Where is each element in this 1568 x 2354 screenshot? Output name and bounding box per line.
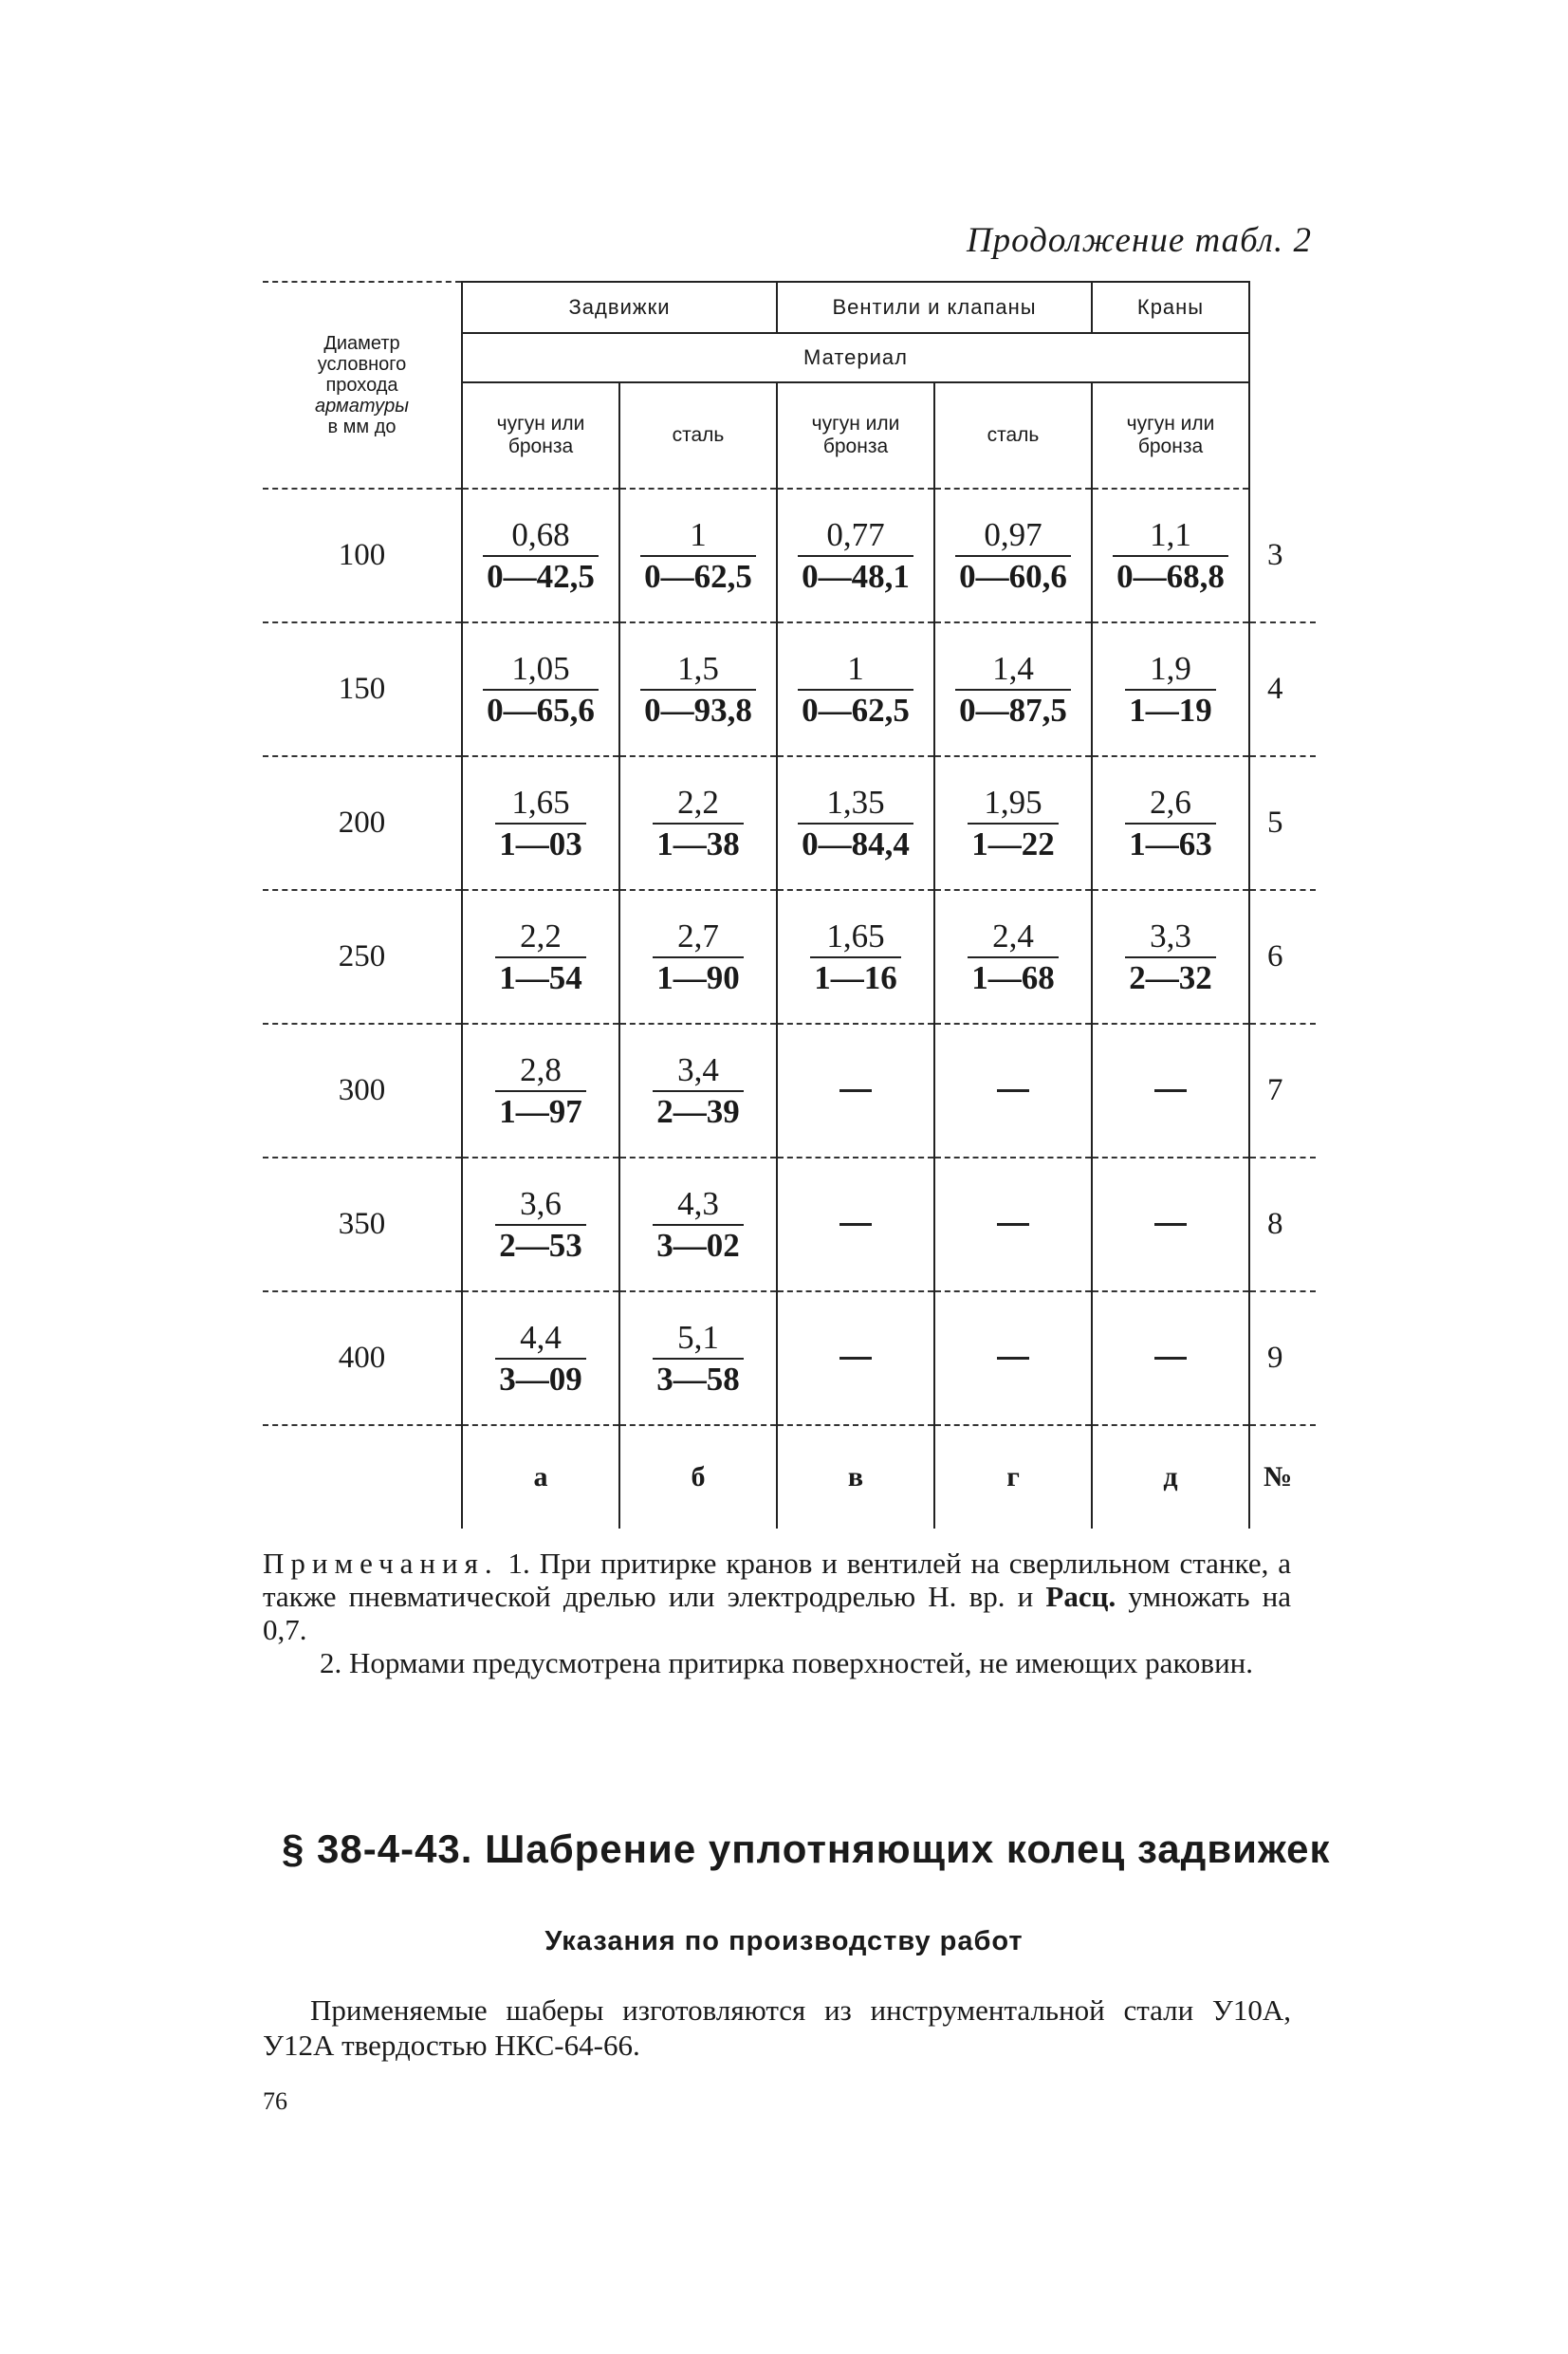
dash-mark xyxy=(1154,1357,1187,1360)
rate-price: 1—22 xyxy=(968,823,1059,864)
empty-cell xyxy=(1092,1291,1249,1425)
norm-cell xyxy=(462,756,619,890)
rate-price: 1—97 xyxy=(495,1090,586,1132)
norm-time: 4,3 xyxy=(677,1184,719,1222)
norm-time: 1,5 xyxy=(677,649,719,687)
norm-cell xyxy=(619,1024,777,1158)
rate-price: 0—84,4 xyxy=(798,823,913,864)
norm-cell xyxy=(1092,622,1249,756)
diameter-cell: 150 xyxy=(263,622,462,756)
norm-time: 1,9 xyxy=(1150,649,1191,687)
rate-price: 0—62,5 xyxy=(640,555,756,597)
empty-cell xyxy=(777,1158,934,1291)
norm-time: 5,1 xyxy=(677,1318,719,1356)
rate-price: 2—39 xyxy=(653,1090,744,1132)
rate-price: 1—16 xyxy=(810,956,901,998)
rate-price: 0—42,5 xyxy=(483,555,599,597)
norm-time: 1,4 xyxy=(992,649,1034,687)
rate-price: 3—09 xyxy=(495,1358,586,1399)
norm-time: 1,65 xyxy=(511,783,570,821)
diameter-cell: 400 xyxy=(263,1291,462,1425)
rate-price: 0—93,8 xyxy=(640,689,756,731)
dash-mark xyxy=(997,1223,1029,1226)
dash-mark xyxy=(997,1089,1029,1092)
norm-cell xyxy=(1092,489,1249,622)
norm-time: 2,6 xyxy=(1150,783,1191,821)
norm-time: 1,35 xyxy=(826,783,885,821)
empty-cell xyxy=(777,1024,934,1158)
table-row xyxy=(263,489,1316,622)
dash-mark xyxy=(839,1089,872,1092)
rate-price: 1—03 xyxy=(495,823,586,864)
norm-time: 0,77 xyxy=(826,515,885,553)
body-text: Применяемые шаберы изготовляются из инструментальной стали У10А, У12А твердостью НКС-64-66. xyxy=(263,1993,1291,2062)
empty-cell xyxy=(777,1291,934,1425)
number-header-blank xyxy=(1249,282,1316,489)
empty-cell xyxy=(1092,1158,1249,1291)
rate-price: 0—48,1 xyxy=(798,555,913,597)
note-2: 2. Нормами предусмотрена притирка поверхностей, не имеющих раковин. xyxy=(320,1646,1253,1679)
material-subheader: чугун или бронза xyxy=(1092,382,1249,489)
norm-cell xyxy=(619,622,777,756)
row-number: 3 xyxy=(1249,489,1316,622)
norm-time: 0,68 xyxy=(511,515,570,553)
dash-mark xyxy=(839,1223,872,1226)
norm-time: 2,8 xyxy=(520,1050,562,1088)
material-subheader: сталь xyxy=(934,382,1092,489)
norm-cell xyxy=(934,756,1092,890)
norm-cell xyxy=(1092,890,1249,1024)
column-letter: д xyxy=(1092,1425,1249,1529)
table-row xyxy=(263,1158,1316,1291)
empty-cell xyxy=(934,1291,1092,1425)
norm-cell xyxy=(619,890,777,1024)
table-row xyxy=(263,756,1316,890)
norm-cell xyxy=(619,1291,777,1425)
section-title: § 38-4-43. Шабрение уплотняющих колец задвижек xyxy=(282,1826,1331,1871)
rate-price: 1—38 xyxy=(653,823,744,864)
norm-time: 1,95 xyxy=(984,783,1042,821)
note-1: Примечания. 1. При притирке кранов и вентилей на сверлильном станке, а также пневматической дрелью или электродрелью Н. вр. и Расц. умножать на 0,7. xyxy=(263,1547,1291,1646)
empty-cell xyxy=(934,1158,1092,1291)
rate-price: 0—87,5 xyxy=(955,689,1071,731)
column-letters-row xyxy=(263,1425,1316,1529)
norm-time: 2,2 xyxy=(677,783,719,821)
notes xyxy=(263,1547,1291,1679)
page-number: 76 xyxy=(263,2087,287,2115)
material-subheader: сталь xyxy=(619,382,777,489)
rate-price: 0—65,6 xyxy=(483,689,599,731)
norm-time: 1 xyxy=(847,649,864,687)
norm-time: 2,4 xyxy=(992,917,1034,955)
table-row xyxy=(263,1291,1316,1425)
rate-price: 0—60,6 xyxy=(955,555,1071,597)
rate-price: 3—58 xyxy=(653,1358,744,1399)
norm-cell xyxy=(462,1024,619,1158)
letters-blank xyxy=(263,1425,462,1529)
row-number: 5 xyxy=(1249,756,1316,890)
rate-price: 3—02 xyxy=(653,1224,744,1266)
norm-cell xyxy=(934,890,1092,1024)
dash-mark xyxy=(997,1357,1029,1360)
rate-price: 0—68,8 xyxy=(1113,555,1228,597)
diameter-cell: 200 xyxy=(263,756,462,890)
norm-cell xyxy=(777,890,934,1024)
row-number: 7 xyxy=(1249,1024,1316,1158)
norm-cell xyxy=(1092,756,1249,890)
norm-cell xyxy=(619,756,777,890)
norm-time: 0,97 xyxy=(984,515,1042,553)
norm-time: 1,65 xyxy=(826,917,885,955)
dash-mark xyxy=(1154,1223,1187,1226)
row-number: 4 xyxy=(1249,622,1316,756)
norm-cell xyxy=(462,622,619,756)
norms-table xyxy=(263,281,1316,1529)
norm-cell xyxy=(777,489,934,622)
table-row xyxy=(263,1024,1316,1158)
diameter-cell: 250 xyxy=(263,890,462,1024)
norm-cell xyxy=(619,1158,777,1291)
norm-time: 3,4 xyxy=(677,1050,719,1088)
norm-time: 3,6 xyxy=(520,1184,562,1222)
row-number: 6 xyxy=(1249,890,1316,1024)
norm-time: 1 xyxy=(690,515,707,553)
rate-price: 2—53 xyxy=(495,1224,586,1266)
empty-cell xyxy=(1092,1024,1249,1158)
row-number: 9 xyxy=(1249,1291,1316,1425)
table-row xyxy=(263,622,1316,756)
norm-cell xyxy=(462,890,619,1024)
group-header-valves: Вентили и клапаны xyxy=(777,282,1092,333)
rate-price: 1—19 xyxy=(1125,689,1216,731)
rate-price: 1—54 xyxy=(495,956,586,998)
norm-cell xyxy=(934,622,1092,756)
dash-mark xyxy=(839,1357,872,1360)
rate-price: 1—63 xyxy=(1125,823,1216,864)
norm-cell xyxy=(462,489,619,622)
rate-price: 0—62,5 xyxy=(798,689,913,731)
rate-price: 1—90 xyxy=(653,956,744,998)
column-letter: г xyxy=(934,1425,1092,1529)
norm-cell xyxy=(619,489,777,622)
norm-cell xyxy=(934,489,1092,622)
norm-time: 1,1 xyxy=(1150,515,1191,553)
norm-time: 2,7 xyxy=(677,917,719,955)
norm-cell xyxy=(462,1158,619,1291)
diameter-cell: 300 xyxy=(263,1024,462,1158)
diameter-cell: 100 xyxy=(263,489,462,622)
norm-time: 3,3 xyxy=(1150,917,1191,955)
diameter-cell: 350 xyxy=(263,1158,462,1291)
subheading: Указания по производству работ xyxy=(544,1926,1024,1956)
norm-cell xyxy=(462,1291,619,1425)
empty-cell xyxy=(934,1024,1092,1158)
rate-price: 1—68 xyxy=(968,956,1059,998)
row-number: 8 xyxy=(1249,1158,1316,1291)
dash-mark xyxy=(1154,1089,1187,1092)
column-letter: а xyxy=(462,1425,619,1529)
norm-cell xyxy=(777,622,934,756)
norm-cell xyxy=(777,756,934,890)
norm-time: 4,4 xyxy=(520,1318,562,1356)
column-letter: б xyxy=(619,1425,777,1529)
material-header: Материал xyxy=(462,333,1249,382)
norm-time: 1,05 xyxy=(511,649,570,687)
column-letter: в xyxy=(777,1425,934,1529)
norm-time: 2,2 xyxy=(520,917,562,955)
diameter-header: Диаметр условного прохода арматуры в мм до xyxy=(263,282,462,489)
continuation-title: Продолжение табл. 2 xyxy=(966,221,1312,260)
group-header-gate-valves: Задвижки xyxy=(462,282,777,333)
rate-price: 2—32 xyxy=(1125,956,1216,998)
material-subheader: чугун или бронза xyxy=(777,382,934,489)
table-row xyxy=(263,890,1316,1024)
material-subheader: чугун или бронза xyxy=(462,382,619,489)
number-label: № xyxy=(1249,1425,1316,1529)
group-header-cocks: Краны xyxy=(1092,282,1249,333)
